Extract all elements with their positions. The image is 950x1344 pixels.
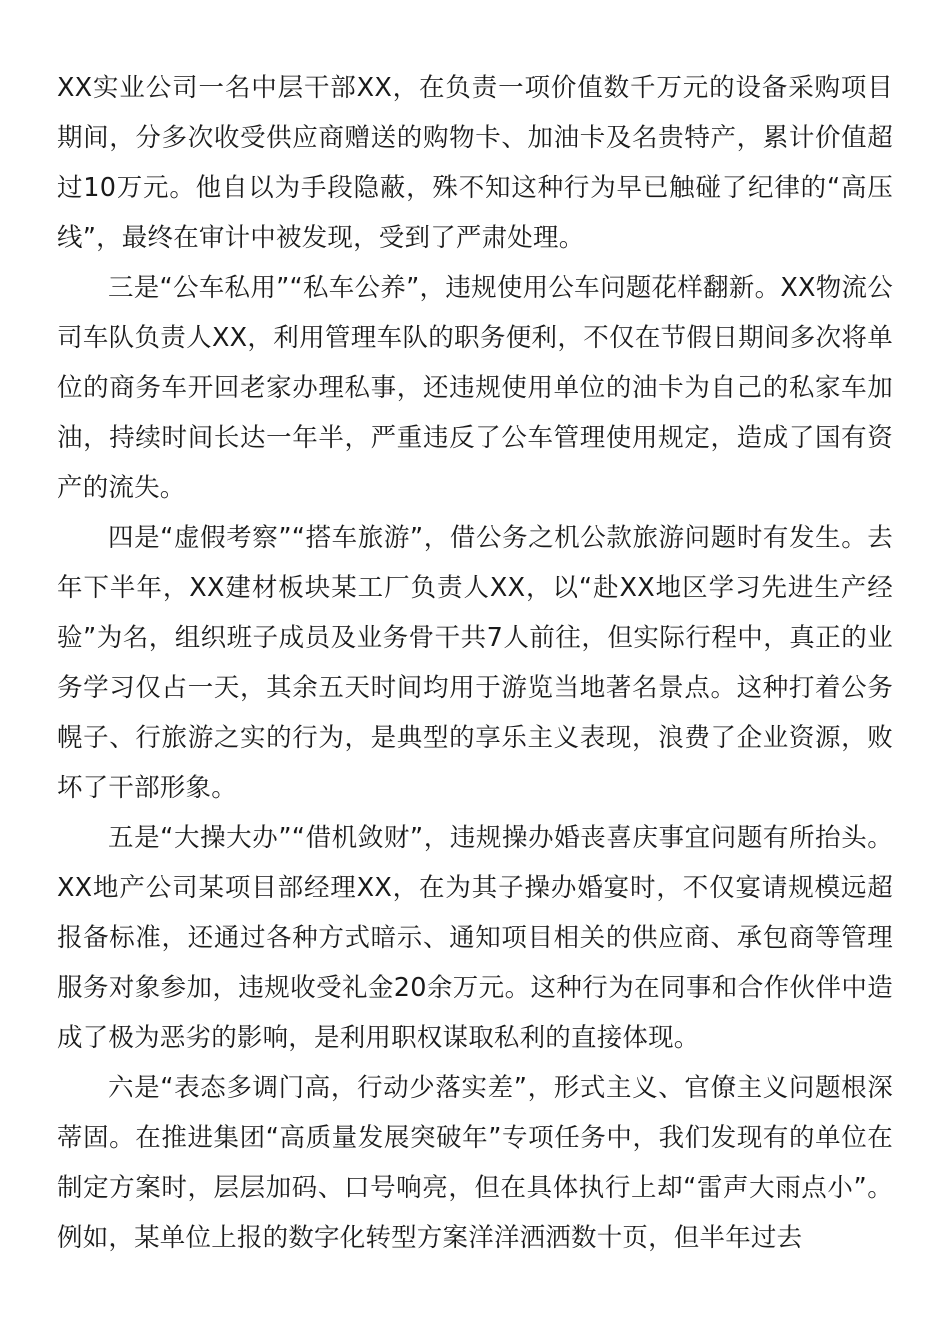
paragraph-official-car-misuse: 三是“公车私用”“私车公养”，违规使用公车问题花样翻新。XX物流公司车队负责人XX，利用管理车队的职务便利，不仅在节假日期间多次将单位的商务车开回老家办理私事，还违规使用单位的油卡为自己的私家车加油，持续时间长达一年半，严重违反了公车管理使用规定，造成了国有资产的流失。 [57,273,893,503]
document-page [57,63,893,1263]
paragraph-fake-inspection-tourism: 四是“虚假考察”“搭车旅游”，借公务之机公款旅游问题时有发生。去年下半年，XX建材板块某工厂负责人XX，以“赴XX地区学习先进生产经验”为名，组织班子成员及业务骨干共7人前往，但实际行程中，真正的业务学习仅占一天，其余五天时间均用于游览当地著名景点。这种打着公务幌子、行旅游之实的行为，是典型的享乐主义表现，浪费了企业资源，败坏了干部形象。 [57,523,893,803]
paragraph-lavish-banquets: 五是“大操大办”“借机敛财”，违规操办婚丧喜庆事宜问题有所抬头。XX地产公司某项目部经理XX，在为其子操办婚宴时，不仅宴请规模远超报备标准，还通过各种方式暗示、通知项目相关的供应商、承包商等管理服务对象参加，违规收受礼金20余万元。这种行为在同事和合作伙伴中造成了极为恶劣的影响，是利用职权谋取私利的直接体现。 [57,823,893,1053]
paragraph-formalism-bureaucracy: 六是“表态多调门高，行动少落实差”，形式主义、官僚主义问题根深蒂固。在推进集团“高质量发展突破年”专项任务中，我们发现有的单位在制定方案时，层层加码、口号响亮，但在具体执行上却“雷声大雨点小”。例如，某单位上报的数字化转型方案洋洋洒洒数十页，但半年过去 [57,1073,893,1253]
paragraph-procurement-case: XX实业公司一名中层干部XX，在负责一项价值数千万元的设备采购项目期间，分多次收受供应商赠送的购物卡、加油卡及名贵特产，累计价值超过10万元。他自以为手段隐蔽，殊不知这种行为早已触碰了纪律的“高压线”，最终在审计中被发现，受到了严肃处理。 [57,73,893,253]
